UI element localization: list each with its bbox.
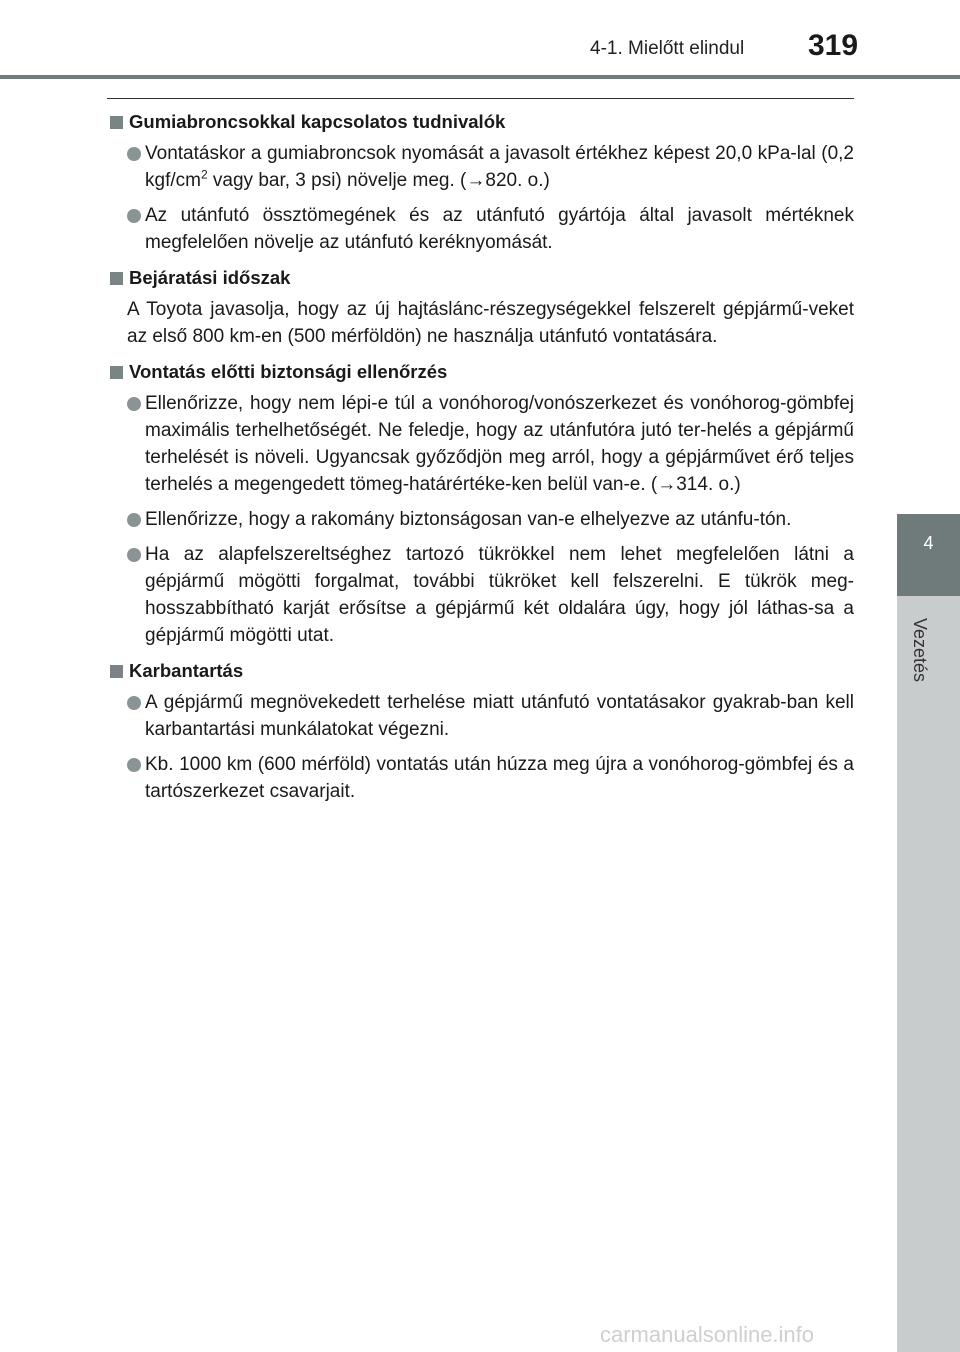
circle-bullet-icon [127, 209, 141, 223]
section-heading-text: Karbantartás [129, 660, 244, 681]
bullet-text-cont: vagy bar, 3 psi) növelje meg. (→820. o.) [207, 170, 550, 191]
section-heading-text: Bejáratási időszak [129, 267, 291, 288]
circle-bullet-icon [127, 548, 141, 562]
square-bullet-icon [110, 665, 123, 678]
chapter-side-strip [897, 596, 960, 1352]
circle-bullet-icon [127, 758, 141, 772]
bullet-text: Ha az alapfelszereltséghez tartozó tükrökkel nem lehet megfelelően látni a gépjármű mögötti forgalmat, további tükröket kell felszerelni. E tükrök meg-hosszabbítható karját erősítse a gépjármű két oldalára úgy, hogy jól láthas-sa a gépjármű mögötti utat. [145, 544, 854, 646]
bullet-text: Vontatáskor a gumiabroncsok nyomását a javasolt értékhez képest 20,0 kPa-lal (0,2 kgf/cm [145, 143, 854, 191]
header-rule [0, 75, 960, 79]
watermark: carmanualsonline.info [600, 1322, 815, 1347]
bullet-item [107, 541, 854, 649]
circle-bullet-icon [127, 513, 141, 527]
superscript: 2 [200, 167, 208, 182]
section-paragraph: A Toyota javasolja, hogy az új hajtáslánc-részegységekkel felszerelt gépjármű-veket az első 800 km-en (500 mérföldön) ne használja utánfutó vontatására. [127, 299, 854, 347]
bullet-text: A gépjármű megnövekedett terhelése miatt utánfutó vontatásakor gyakrab-ban kell karbantartási munkálatokat végezni. [145, 692, 854, 740]
square-bullet-icon [110, 272, 123, 285]
circle-bullet-icon [127, 397, 141, 411]
section-heading [107, 108, 854, 135]
bullet-item [107, 751, 854, 805]
bullet-item [107, 506, 854, 533]
circle-bullet-icon [127, 696, 141, 710]
bullet-item [107, 202, 854, 256]
bullet-item [107, 689, 854, 743]
bullet-text: Ellenőrizze, hogy a rakomány biztonságosan van-e elhelyezve az utánfu-tón. [145, 509, 792, 530]
circle-bullet-icon [127, 147, 141, 161]
bullet-item [107, 140, 854, 194]
bullet-text: Kb. 1000 km (600 mérföld) vontatás után húzza meg újra a vonóhorog-gömbfej és a tartószerkezet csavarjait. [145, 754, 854, 802]
chapter-tab [897, 514, 960, 596]
page-content [107, 108, 854, 813]
square-bullet-icon [110, 366, 123, 379]
bullet-text: Ellenőrizze, hogy nem lépi-e túl a vonóhorog/vonószerkezet és vonóhorog-gömbfej maximális terhelhetőségét. Ne feledje, hogy az utánfutóra jutó ter-helés a gépjármű terhelését is növeli. Ugyancsak győződjön meg arról, hogy a gépjárművet érő teljes terhelés a megengedett tömeg-határértéke-ken belül van-e. (→314. o.) [145, 393, 854, 495]
bullet-item [107, 390, 854, 498]
chapter-tab-number: 4 [923, 533, 934, 553]
section-heading [107, 358, 854, 385]
page-number: 319 [808, 29, 859, 62]
section-heading-text: Gumiabroncsokkal kapcsolatos tudnivalók [129, 111, 506, 132]
section-heading [107, 657, 854, 684]
chapter-title: 4-1. Mielőtt elindul [590, 38, 745, 59]
section-heading-text: Vontatás előtti biztonsági ellenőrzés [129, 361, 448, 382]
section-top-rule [107, 98, 854, 99]
square-bullet-icon [110, 116, 123, 129]
section-heading [107, 264, 854, 291]
chapter-tab-label: Vezetés [910, 618, 930, 683]
bullet-text: Az utánfutó össztömegének és az utánfutó gyártója által javasolt mértéknek megfelelően növelje az utánfutó keréknyomását. [145, 205, 854, 253]
